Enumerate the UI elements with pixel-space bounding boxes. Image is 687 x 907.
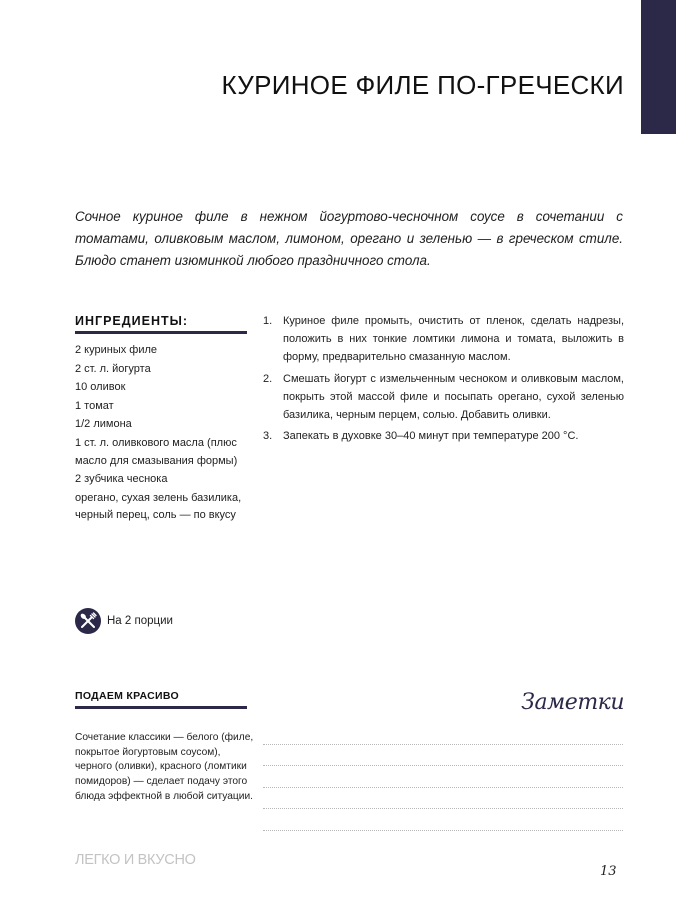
ingredient-item: 2 ст. л. йогурта <box>75 362 151 375</box>
fork-spoon-icon <box>75 608 101 634</box>
note-line[interactable] <box>263 808 623 809</box>
step-number: 1. <box>263 315 273 327</box>
ingredient-item: 1 томат <box>75 399 114 412</box>
ingredient-item: 1 ст. л. оливкового масла (плюс масло для смазывания формы) <box>75 436 238 467</box>
note-line[interactable] <box>263 765 623 766</box>
ingredients-heading: ИНГРЕДИЕНТЫ: <box>75 314 247 334</box>
ingredient-item: 1/2 лимона <box>75 418 132 431</box>
step-item <box>263 427 624 445</box>
ingredient-item: 2 зубчика чеснока <box>75 473 168 486</box>
corner-accent-bar <box>641 0 676 134</box>
step-text: Запекать в духовке 30–40 минут при температуре 200 °C. <box>283 430 579 443</box>
step-number: 2. <box>263 372 273 385</box>
ingredient-item: 2 куриных филе <box>75 344 158 356</box>
step-item <box>263 370 624 425</box>
step-text: Куриное филе промыть, очистить от пленок, сделать надрезы, положить в них тонкие ломтики лимона и томата, выложить в форму, предварительно смазанную маслом. <box>283 315 624 364</box>
ingredient-item: 10 оливок <box>75 381 126 394</box>
step-number: 3. <box>263 430 273 443</box>
serving-heading: ПОДАЕМ КРАСИВО <box>75 690 247 709</box>
step-text: Смешать йогурт с измельченным чесноком и оливковым маслом, покрыть этой массой филе и посыпать орегано, сухой зеленью базилика, черным перцем, солью. Добавить оливки. <box>283 372 624 422</box>
ingredients-list <box>75 342 255 526</box>
page-title: КУРИНОЕ ФИЛЕ ПО-ГРЕЧЕСКИ <box>221 70 624 100</box>
recipe-intro: Сочное куриное филе в нежном йогуртово-чесночном соусе в сочетании с томатами, оливковым маслом, лимоном, орегано и зеленью — в греческом стиле. Блюдо станет изюминкой любого праздничного стола. <box>75 209 623 268</box>
book-title-footer: ЛЕГКО И ВКУСНО <box>75 852 196 868</box>
notes-title: Заметки <box>521 690 624 715</box>
steps-list <box>263 312 624 448</box>
ingredient-item: орегано, сухая зелень базилика, черный перец, соль — по вкусу <box>75 491 242 522</box>
note-line[interactable] <box>263 744 623 745</box>
portions-info <box>75 608 173 634</box>
portions-label: На 2 порции <box>107 615 173 627</box>
serving-text: Сочетание классики — белого (филе, покрытое йогуртовым соусом), черного (оливки), красного (ломтики помидоров) — сделает подачу этого блюда эффектной в любой ситуации. <box>75 732 254 802</box>
step-item <box>263 312 624 367</box>
page-number: 13 <box>600 864 617 879</box>
note-line[interactable] <box>263 830 623 831</box>
note-line[interactable] <box>263 787 623 788</box>
